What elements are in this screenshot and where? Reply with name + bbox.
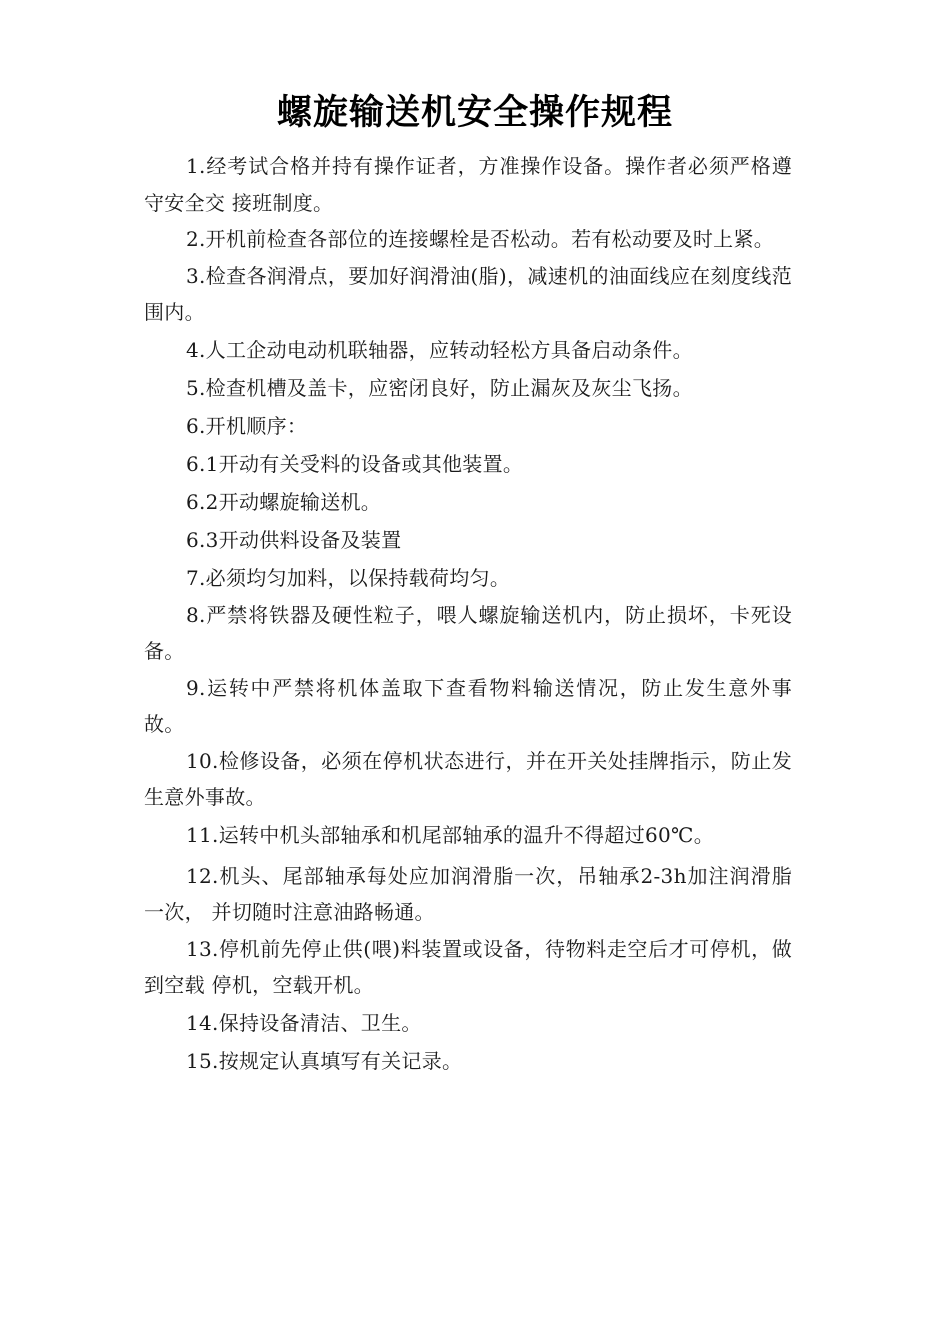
rule-item-6-3: 6.3开动供料设备及装置 (186, 527, 402, 552)
rule-item-6: 6.开机顺序： (186, 413, 308, 438)
rule-item-15: 15.按规定认真填写有关记录。 (186, 1048, 463, 1073)
rule-item-12: 12.机头、尾部轴承每处应加润滑脂一次，吊轴承2-3h加注润滑脂一次， 并切随时注意油路畅通。 (144, 863, 792, 924)
rule-item-9: 9.运转中严禁将机体盖取下查看物料输送情况，防止发生意外事故。 (144, 675, 792, 736)
rule-item-7: 7.必须均匀加料，以保持载荷均匀。 (186, 565, 511, 590)
rule-item-5: 5.检查机槽及盖卡，应密闭良好，防止漏灰及灰尘飞扬。 (186, 375, 693, 400)
document-body (144, 148, 792, 1080)
rule-item-4: 4.人工企动电动机联轴器，应转动轻松方具备启动条件。 (186, 337, 693, 362)
rule-item-8: 8.严禁将铁器及硬性粒子，喂人螺旋输送机内，防止损坏，卡死设备。 (144, 602, 792, 663)
rule-item-14: 14.保持设备清洁、卫生。 (186, 1010, 422, 1035)
rule-item-13: 13.停机前先停止供(喂)料装置或设备，待物料走空后才可停机，做到空载 停机，空载开机。 (144, 936, 792, 997)
rule-item-6-2: 6.2开动螺旋输送机。 (186, 489, 382, 514)
rule-item-2: 2.开机前检查各部位的连接螺栓是否松动。若有松动要及时上紧。 (186, 227, 775, 251)
document-title: 螺旋输送机安全操作规程 (276, 92, 673, 133)
rule-item-6-1: 6.1开动有关受料的设备或其他装置。 (186, 451, 524, 476)
rule-item-11: 11.运转中机头部轴承和机尾部轴承的温升不得超过60℃。 (186, 822, 715, 847)
rule-item-10: 10.检修设备，必须在停机状态进行，并在开关处挂牌指示，防止发生意外事故。 (144, 748, 792, 809)
rule-item-1: 1.经考试合格并持有操作证者，方准操作设备。操作者必须严格遵守安全交 接班制度。 (144, 154, 792, 215)
rule-item-3: 3.检查各润滑点，要加好润滑油(脂)，减速机的油面线应在刻度线范围内。 (144, 263, 792, 324)
